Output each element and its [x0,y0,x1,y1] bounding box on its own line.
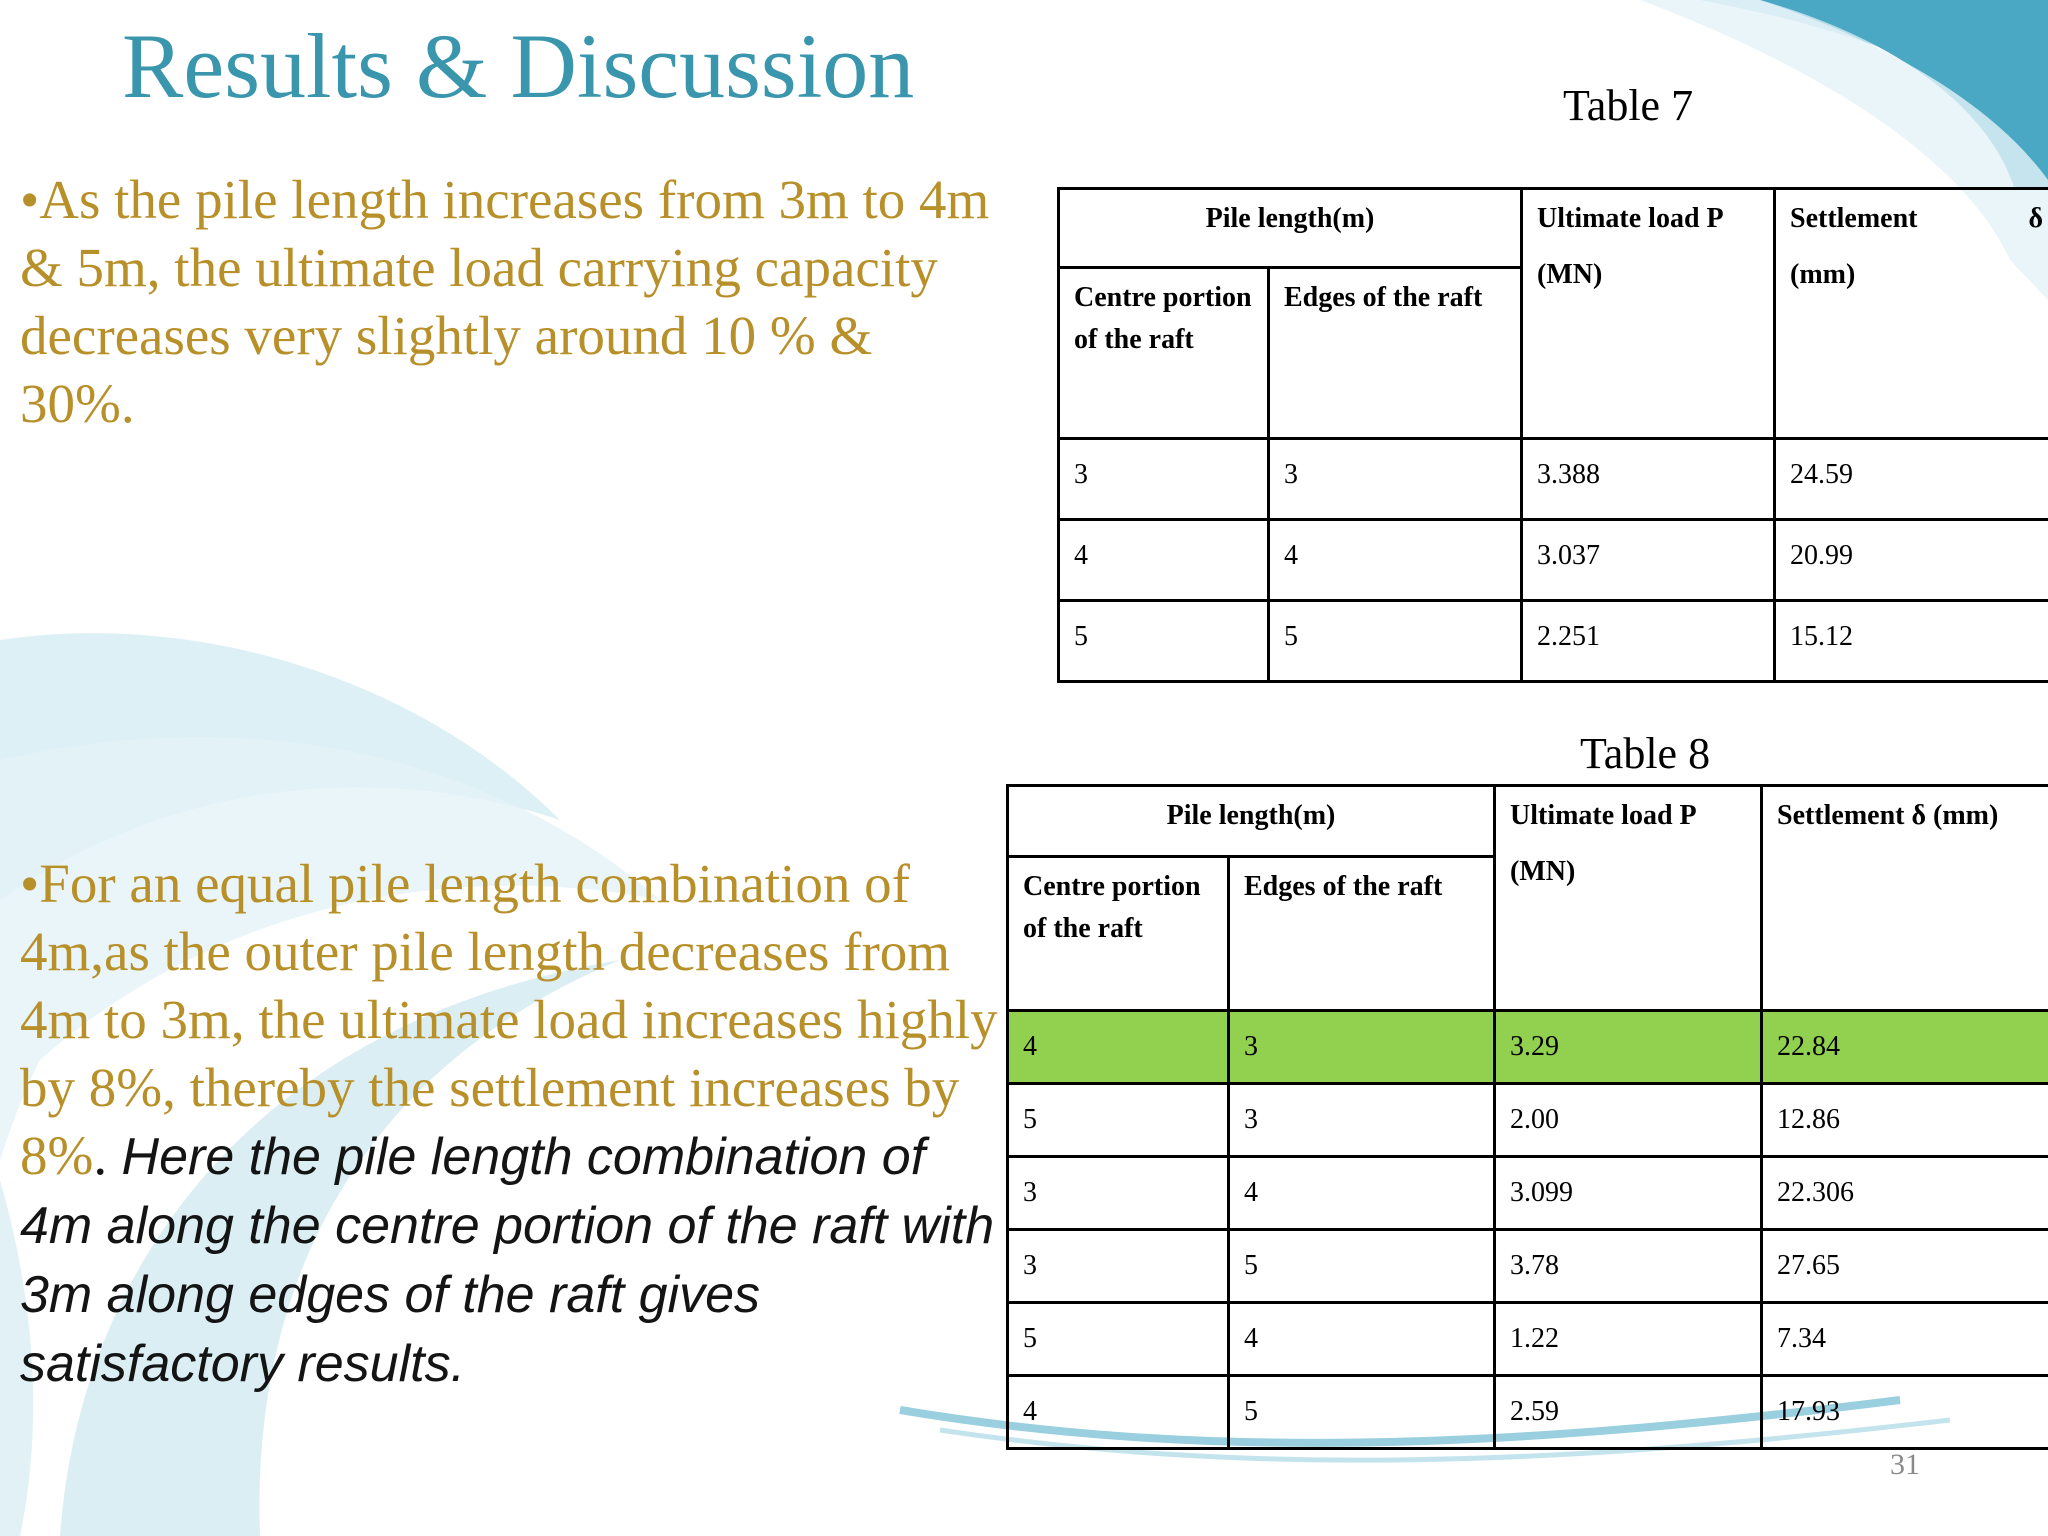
table-7-header-settlement-line-1 [1790,198,2043,240]
table-8 [1006,784,2048,1450]
table-row [1008,1303,2048,1376]
table-7-caption: Table 7 [1563,81,1694,130]
table-8-cell-centre: 5 [1008,1084,1229,1157]
table-7-cell-edges: 4 [1269,520,1522,601]
table-8-header-ultimate-load [1495,786,1762,1011]
table-7-header-settlement [1775,189,2048,439]
bullet-second-plain-text: •For an equal pile length combination of 4m,as the outer pile length decreases from 4m to 3m, the ultimate load increases highly by 8%, thereby the settlement increases by 8% [20,853,998,1186]
table-7-cell-settlement: 24.59 [1775,439,2048,520]
table-8-cell-centre: 3 [1008,1157,1229,1230]
table-8-cell-load: 1.22 [1495,1303,1762,1376]
table-7-cell-edges: 5 [1269,601,1522,682]
table-7-header-settlement-symbol: δ [2028,203,2043,234]
table-8-cell-load: 2.59 [1495,1376,1762,1449]
table-8-cell-settlement: 22.84 [1762,1011,2048,1084]
table-8-cell-settlement: 22.306 [1762,1157,2048,1230]
table-8-cell-load: 3.29 [1495,1011,1762,1084]
table-row [1059,439,2048,520]
table-7-cell-edges: 3 [1269,439,1522,520]
table-7-header-centre: Centre portion of the raft [1059,268,1269,439]
table-8-header-settlement: Settlement δ (mm) [1762,786,2048,1011]
table-7-header-pile-length: Pile length(m) [1059,189,1522,268]
table-7-header-settlement-text: Settlement [1790,203,1918,234]
bullet-equal-pile-combination [20,850,1000,1398]
table-7-cell-load: 2.251 [1522,601,1775,682]
table-row [1008,1230,2048,1303]
table-8-cell-edges: 5 [1229,1376,1495,1449]
table-7-header-ultimate-line-1 [1537,198,1759,240]
table-8-caption: Table 8 [1580,729,1711,778]
table-7-header-row-1 [1059,189,2048,268]
table-8-header-ultimate-unit: (MN) [1510,856,1576,887]
table-8-header-row-1 [1008,786,2048,857]
table-8-cell-edges: 5 [1229,1230,1495,1303]
table-row [1008,1157,2048,1230]
table-8-header-ultimate-text: Ultimate load P [1510,800,1697,831]
table-8-cell-settlement: 27.65 [1762,1230,2048,1303]
table-7-header-ultimate-text: Ultimate load P [1537,203,1724,234]
table-row [1008,1376,2048,1449]
table-8-cell-settlement: 7.34 [1762,1303,2048,1376]
table-row [1059,520,2048,601]
slide-title: Results & Discussion [122,15,915,117]
table-row [1008,1084,2048,1157]
bullet-second-emphasis-text: Here the pile length combination of 4m along the centre portion of the raft with 3m along edges of the raft gives satisfactory results. [20,1128,995,1393]
table-8-cell-settlement: 12.86 [1762,1084,2048,1157]
table-8-cell-edges: 4 [1229,1157,1495,1230]
table-8-cell-centre: 3 [1008,1230,1229,1303]
table-7-header-ultimate-load [1522,189,1775,439]
table-8-header-pile-length: Pile length(m) [1008,786,1495,857]
table-7-cell-centre: 5 [1059,601,1269,682]
table-7-cell-settlement: 20.99 [1775,520,2048,601]
table-8-cell-centre: 5 [1008,1303,1229,1376]
table-8-cell-edges: 3 [1229,1084,1495,1157]
table-7-cell-load: 3.388 [1522,439,1775,520]
table-8-cell-load: 3.78 [1495,1230,1762,1303]
table-8-cell-centre: 4 [1008,1376,1229,1449]
page-number: 31 [1890,1448,1920,1481]
table-7-header-settlement-unit: (mm) [1790,259,1856,290]
table-8-cell-edges: 4 [1229,1303,1495,1376]
table-8-cell-settlement: 17.93 [1762,1376,2048,1449]
table-8-cell-centre: 4 [1008,1011,1229,1084]
table-row-highlighted [1008,1011,2048,1084]
table-8-cell-edges: 3 [1229,1011,1495,1084]
table-7-cell-centre: 3 [1059,439,1269,520]
table-8-cell-load: 3.099 [1495,1157,1762,1230]
bullet-pile-length-increase: •As the pile length increases from 3m to 4m & 5m, the ultimate load carrying capacity decreases very slightly around 10 % & 30%. [20,169,990,434]
table-8-cell-load: 2.00 [1495,1084,1762,1157]
table-row [1059,601,2048,682]
table-8-header-edges: Edges of the raft [1229,857,1495,1011]
table-8-header-centre: Centre portion of the raft [1008,857,1229,1011]
table-7 [1057,187,2048,683]
table-7-cell-load: 3.037 [1522,520,1775,601]
table-7-cell-settlement: 15.12 [1775,601,2048,682]
table-7-cell-centre: 4 [1059,520,1269,601]
table-7-header-edges: Edges of the raft [1269,268,1522,439]
table-7-header-ultimate-unit: (MN) [1537,259,1603,290]
bullet-second-period: . [93,1125,108,1186]
